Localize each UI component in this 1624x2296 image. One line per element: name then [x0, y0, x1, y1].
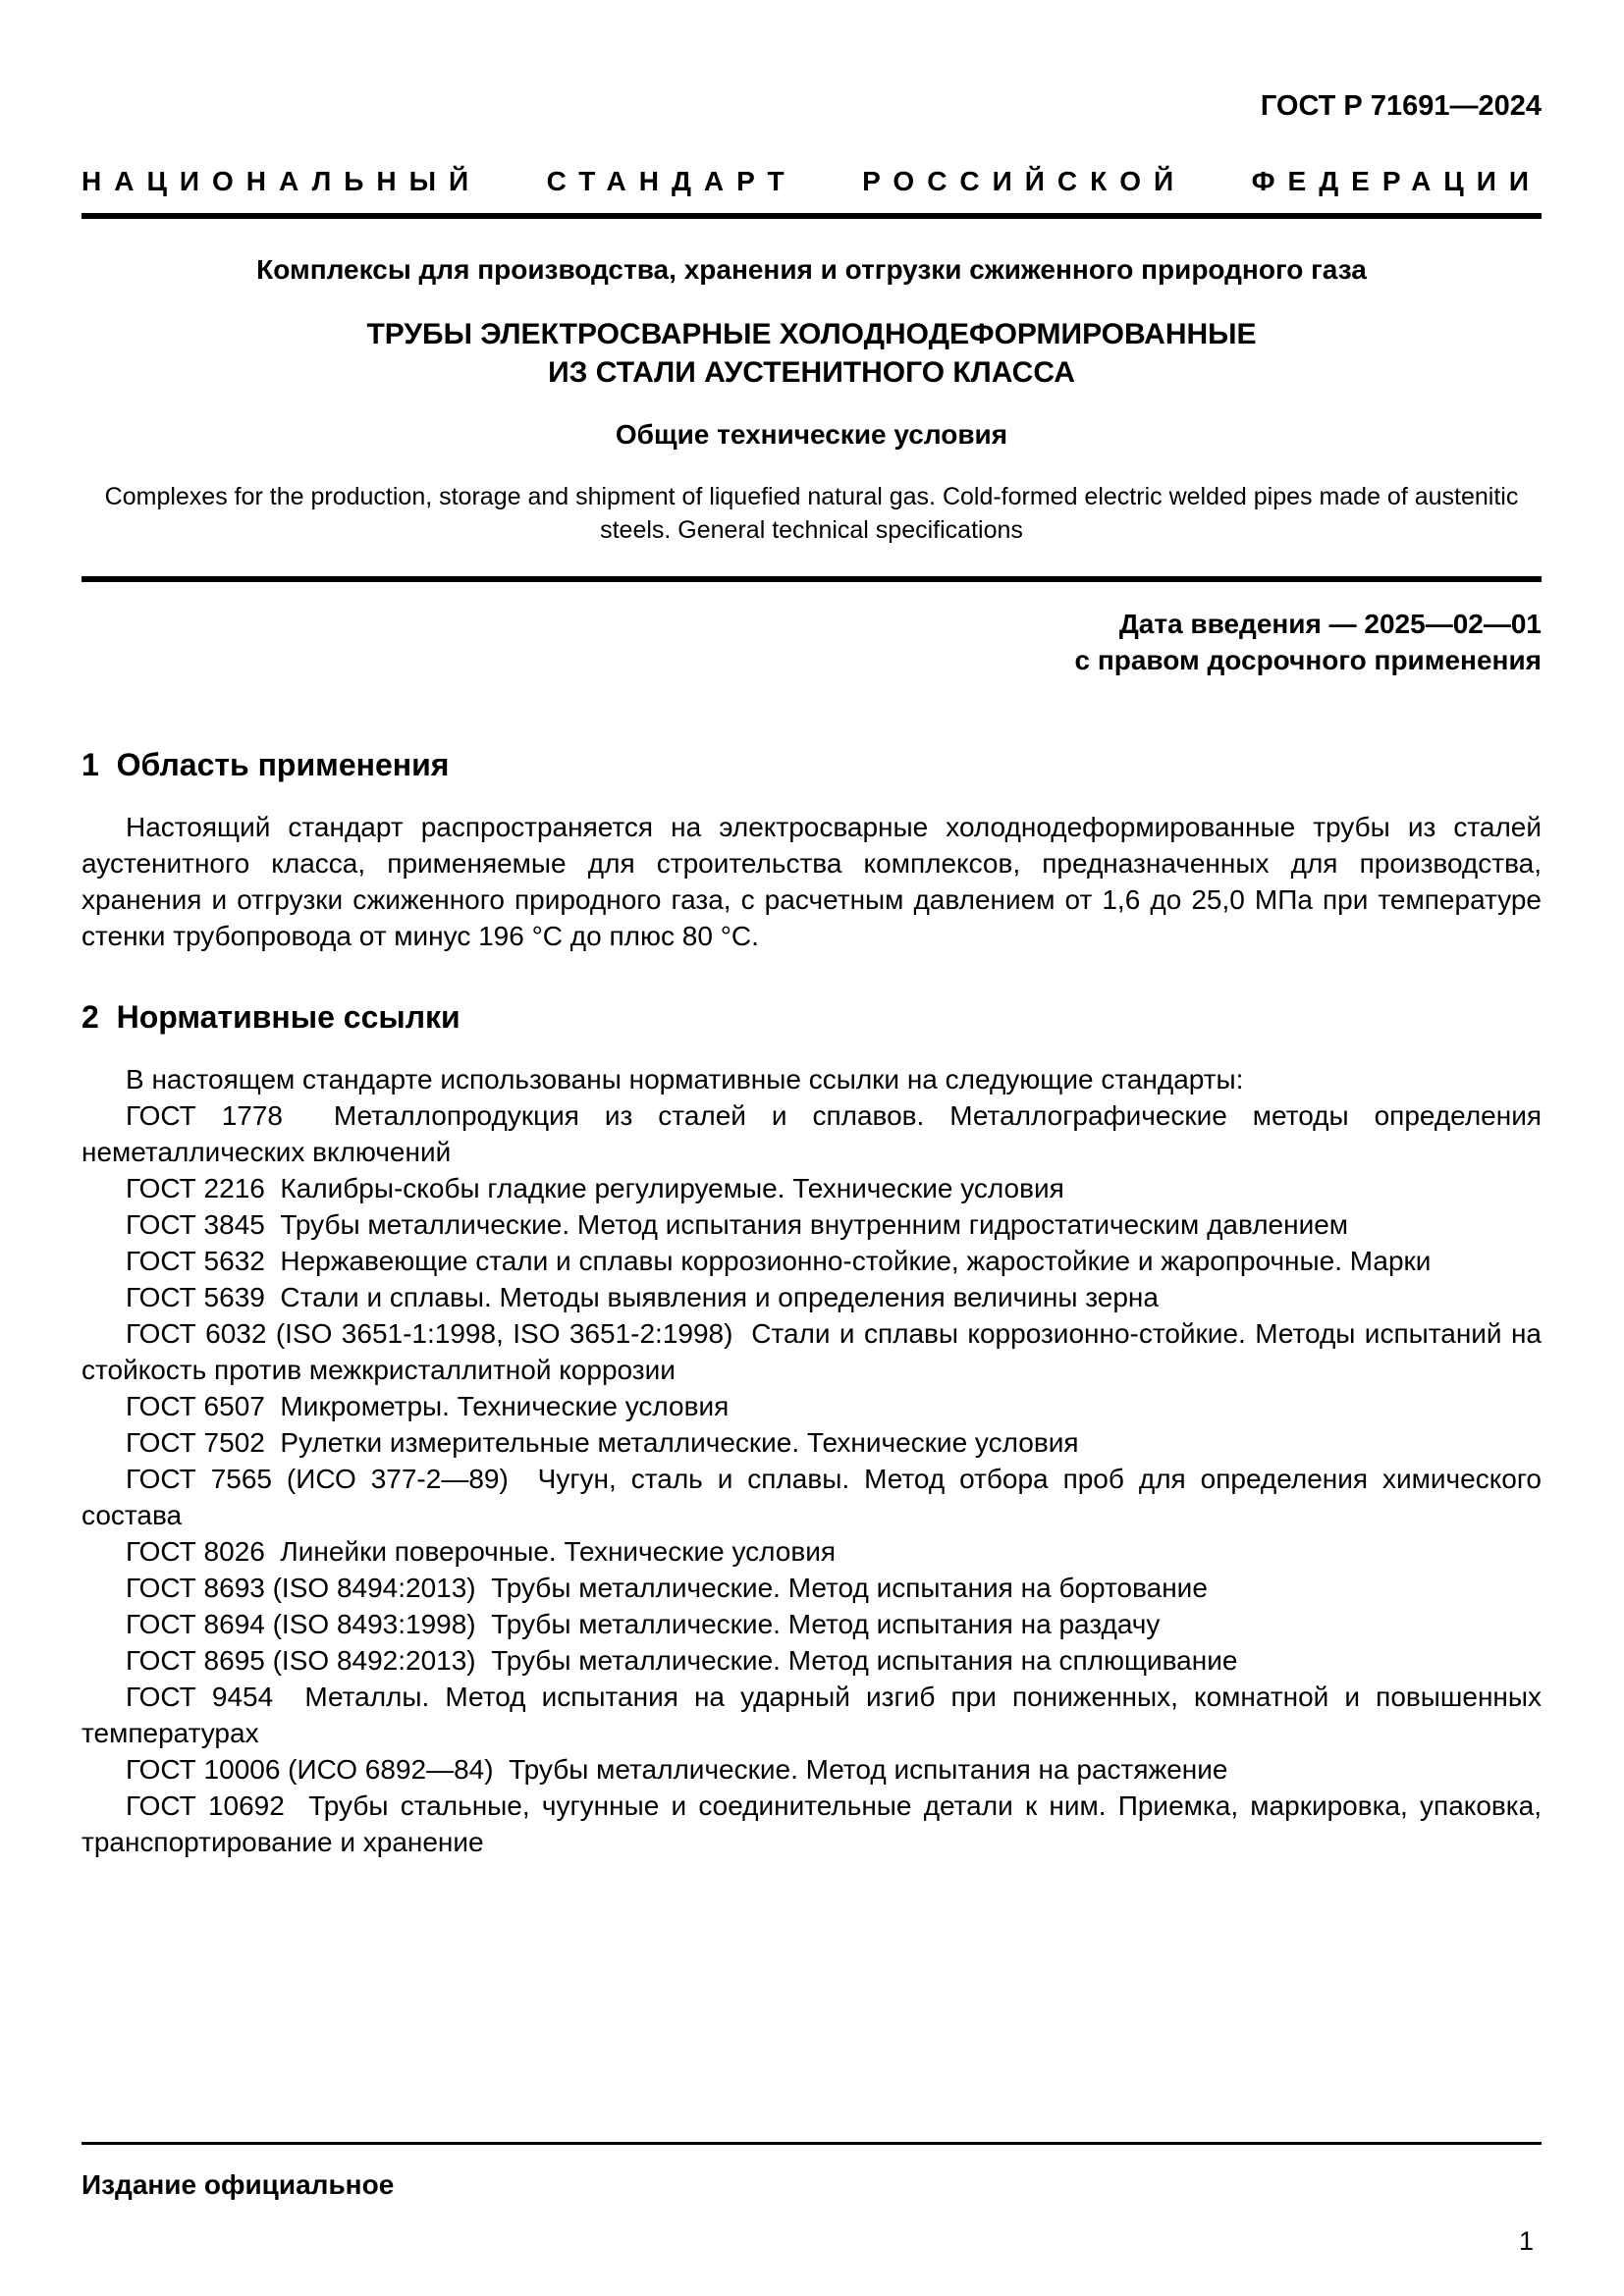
- reference-item: ГОСТ 8694 (ISO 8493:1998) Трубы металлические. Метод испытания на раздачу: [126, 1609, 1161, 1639]
- introduction-date-block: [81, 606, 1542, 678]
- title-block: [81, 254, 1542, 582]
- standard-code: ГОСТ Р 71691—2024: [1260, 90, 1542, 122]
- footer-rule: [81, 2142, 1542, 2145]
- section-2-heading: 2 Нормативные ссылки: [81, 999, 460, 1035]
- reference-item: ГОСТ 5639 Стали и сплавы. Методы выявления и определения величины зерна: [126, 1282, 1159, 1312]
- standard-subtitle: Общие технические условия: [615, 419, 1008, 450]
- reference-item: ГОСТ 10692 Трубы стальные, чугунные и соединительные детали к ним. Приемка, маркировка, упаковка, транспортирование и хранение: [81, 1790, 1542, 1857]
- document-header: [81, 90, 1542, 219]
- section-scope: [81, 747, 1542, 954]
- section-normative-references: [81, 999, 1542, 1860]
- reference-item: ГОСТ 3845 Трубы металлические. Метод испытания внутренним гидростатическим давлением: [126, 1209, 1349, 1240]
- subject-group: Комплексы для производства, хранения и отгрузки сжиженного природного газа: [256, 254, 1367, 285]
- reference-item: ГОСТ 5632 Нержавеющие стали и сплавы коррозионно-стойкие, жаростойкие и жаропрочные. Марки: [126, 1246, 1432, 1276]
- national-standard-banner: НАЦИОНАЛЬНЫЙ СТАНДАРТ РОССИЙСКОЙ ФЕДЕРАЦИИ: [81, 166, 1542, 196]
- reference-item: ГОСТ 2216 Калибры-скобы гладкие регулируемые. Технические условия: [126, 1173, 1064, 1203]
- reference-item: ГОСТ 8026 Линейки поверочные. Технические условия: [126, 1536, 837, 1567]
- reference-item: ГОСТ 1778 Металлопродукция из сталей и сплавов. Металлографические методы определения неметаллических включений: [81, 1100, 1542, 1167]
- title-rule: [81, 576, 1542, 582]
- page-number: 1: [1518, 2226, 1534, 2256]
- reference-item: ГОСТ 8693 (ISO 8494:2013) Трубы металлические. Метод испытания на бортование: [126, 1573, 1208, 1603]
- reference-item: ГОСТ 7502 Рулетки измерительные металлические. Технические условия: [126, 1427, 1079, 1458]
- reference-item: ГОСТ 7565 (ИСО 377-2—89) Чугун, сталь и сплавы. Метод отбора проб для определения химического состава: [81, 1464, 1542, 1530]
- standard-title: [81, 315, 1542, 392]
- standard-title-line-1: ТРУБЫ ЭЛЕКТРОСВАРНЫЕ ХОЛОДНОДЕФОРМИРОВАННЫЕ: [366, 318, 1257, 350]
- references-list: [81, 1097, 1542, 1860]
- reference-item: ГОСТ 9454 Металлы. Метод испытания на ударный изгиб при пониженных, комнатной и повышенных температурах: [81, 1682, 1542, 1748]
- section-2-intro: В настоящем стандарте использованы нормативные ссылки на следующие стандарты:: [126, 1064, 1244, 1095]
- introduction-date: Дата введения — 2025—02—01: [1118, 609, 1542, 639]
- standard-title-line-2: ИЗ СТАЛИ АУСТЕНИТНОГО КЛАССА: [548, 356, 1075, 389]
- reference-item: ГОСТ 10006 (ИСО 6892—84) Трубы металлические. Метод испытания на растяжение: [126, 1754, 1228, 1785]
- official-edition-label: Издание официальное: [81, 2169, 395, 2200]
- early-application-note: с правом досрочного применения: [1074, 645, 1542, 675]
- reference-item: ГОСТ 8695 (ISO 8492:2013) Трубы металлические. Метод испытания на сплющивание: [126, 1645, 1238, 1676]
- section-1-heading: 1 Область применения: [81, 747, 450, 782]
- reference-item: ГОСТ 6032 (ISO 3651-1:1998, ISO 3651-2:1998) Стали и сплавы коррозионно-стойкие. Методы испытаний на стойкость против межкристаллитной коррозии: [81, 1318, 1542, 1385]
- english-title: Complexes for the production, storage and shipment of liquefied natural gas. Cold-formed electric welded pipes made of austenitic steels. General technical specifications: [104, 483, 1519, 544]
- reference-item: ГОСТ 6507 Микрометры. Технические условия: [126, 1391, 730, 1421]
- section-1-paragraph: Настоящий стандарт распространяется на электросварные холоднодеформированные трубы из сталей аустенитного класса, применяемые для строительства комплексов, предназначенных для производства, хранения и отгрузки сжиженного природного газа, с расчетным давлением от 1,6 до 25,0 МПа при температуре стенки трубопровода от минус 196 °С до плюс 80 °С.: [81, 812, 1542, 951]
- header-rule: [81, 213, 1542, 219]
